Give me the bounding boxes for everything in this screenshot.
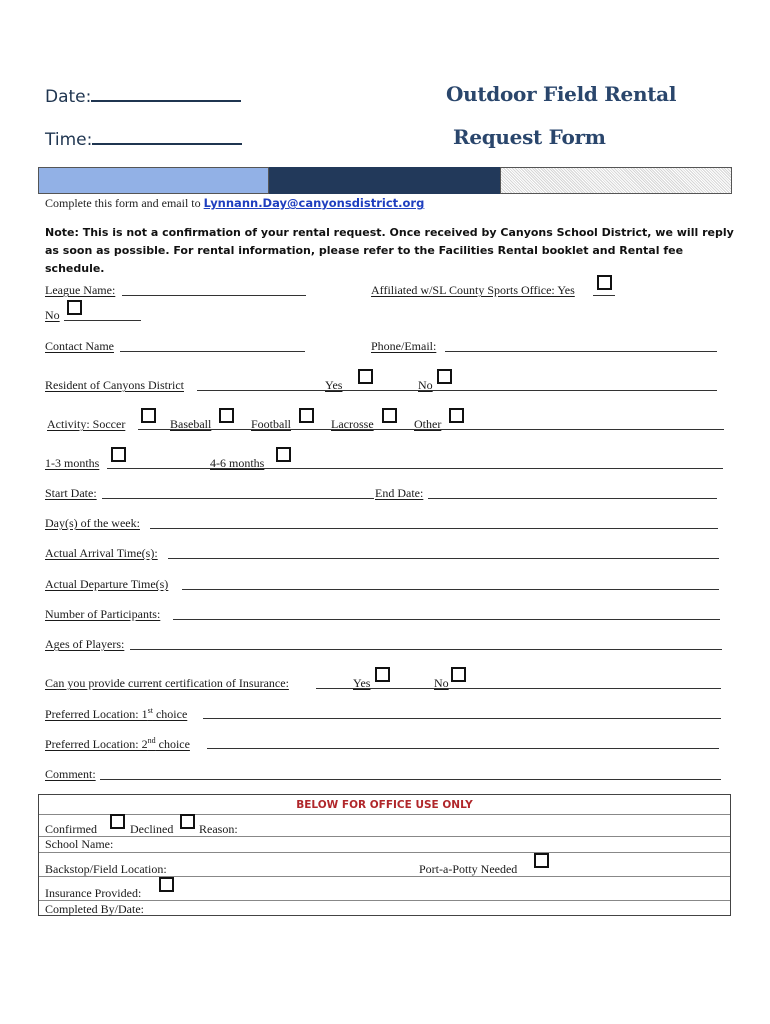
office-divider-3 — [39, 852, 730, 853]
declined-checkbox[interactable] — [180, 814, 195, 829]
participants-line[interactable] — [173, 619, 720, 620]
arrival-label: Actual Arrival Time(s): — [45, 546, 158, 560]
confirmed-checkbox[interactable] — [110, 814, 125, 829]
ages-line[interactable] — [130, 649, 722, 650]
end-date-label: End Date: — [375, 486, 424, 500]
date-label: Date: — [45, 87, 92, 107]
months-4-6-label: 4-6 months — [210, 456, 265, 470]
declined-label: Declined — [130, 822, 174, 836]
phone-email-line[interactable] — [445, 351, 717, 352]
league-name-label: League Name: — [45, 283, 116, 297]
resident-no-checkbox[interactable] — [437, 369, 452, 384]
preferred-location-1-line[interactable] — [203, 718, 721, 719]
pref1-post: choice — [152, 707, 188, 721]
insurance-yes-label: Yes — [353, 676, 371, 690]
end-date-line[interactable] — [428, 498, 717, 499]
time-field[interactable] — [45, 127, 242, 150]
phone-email-label: Phone/Email: — [371, 339, 437, 353]
office-use-title: BELOW FOR OFFICE USE ONLY — [296, 799, 473, 811]
office-use-box — [38, 794, 731, 916]
time-line — [92, 127, 242, 145]
insurance-label: Can you provide current certification of Insurance: — [45, 676, 289, 690]
baseball-checkbox[interactable] — [219, 408, 234, 423]
affiliated-no-label: No — [45, 308, 60, 322]
form-title-line2: Request Form — [453, 125, 606, 149]
insurance-provided-checkbox[interactable] — [159, 877, 174, 892]
contact-name-label: Contact Name — [45, 339, 114, 353]
date-field[interactable] — [45, 84, 241, 107]
office-divider-1 — [39, 814, 730, 815]
completed-by-label: Completed By/Date: — [45, 902, 144, 916]
start-date-line[interactable] — [102, 498, 374, 499]
football-checkbox[interactable] — [299, 408, 314, 423]
pref1-pre: Preferred Location: 1 — [45, 707, 148, 721]
pref2-sup: nd — [147, 736, 156, 745]
color-bar-dark — [269, 167, 500, 194]
comment-label: Comment: — [45, 767, 96, 781]
start-date-label: Start Date: — [45, 486, 97, 500]
affiliated-label: Affiliated w/SL County Sports Office: Yes — [371, 283, 575, 297]
other-checkbox[interactable] — [449, 408, 464, 423]
date-line — [91, 84, 241, 102]
other-label: Other — [414, 417, 442, 431]
resident-yes-checkbox[interactable] — [358, 369, 373, 384]
comment-line[interactable] — [100, 779, 721, 780]
contact-name-line[interactable] — [120, 351, 305, 352]
preferred-location-1-label — [45, 706, 187, 722]
port-a-potty-label: Port-a-Potty Needed — [419, 862, 518, 876]
backstop-label: Backstop/Field Location: — [45, 862, 167, 876]
insurance-no-checkbox[interactable] — [451, 667, 466, 682]
reason-label: Reason: — [199, 822, 238, 836]
note-paragraph: Note: This is not a confirmation of your rental request. Once received by Canyons School District, we will reply as soon as possible. For rental information, please refer to the Facilities Rental booklet and Rental fee schedule. — [45, 226, 734, 275]
resident-label: Resident of Canyons District — [45, 378, 184, 392]
office-divider-4 — [39, 876, 730, 877]
color-bar-pattern — [500, 167, 732, 194]
departure-label: Actual Departure Time(s) — [45, 577, 169, 591]
days-of-week-line[interactable] — [150, 528, 718, 529]
months-line — [107, 468, 723, 469]
school-name-label: School Name: — [45, 837, 114, 851]
preferred-location-2-label — [45, 736, 190, 752]
color-bar-light — [38, 167, 269, 194]
intro-line — [45, 196, 424, 211]
months-1-3-label: 1-3 months — [45, 456, 100, 470]
resident-yes-label: Yes — [325, 378, 343, 392]
lacrosse-label: Lacrosse — [331, 417, 374, 431]
days-of-week-label: Day(s) of the week: — [45, 516, 140, 530]
lacrosse-checkbox[interactable] — [382, 408, 397, 423]
affiliated-no-line — [64, 320, 141, 321]
months-1-3-checkbox[interactable] — [111, 447, 126, 462]
port-a-potty-checkbox[interactable] — [534, 853, 549, 868]
pref2-post: choice — [155, 737, 190, 751]
insurance-provided-label: Insurance Provided: — [45, 886, 142, 900]
insurance-yes-checkbox[interactable] — [375, 667, 390, 682]
participants-label: Number of Participants: — [45, 607, 161, 621]
form-title-line1: Outdoor Field Rental — [446, 82, 677, 106]
resident-line — [197, 390, 717, 391]
pref2-pre: Preferred Location: 2 — [45, 737, 148, 751]
months-4-6-checkbox[interactable] — [276, 447, 291, 462]
ages-label: Ages of Players: — [45, 637, 125, 651]
baseball-label: Baseball — [170, 417, 212, 431]
office-divider-5 — [39, 900, 730, 901]
affiliated-line — [593, 295, 615, 296]
insurance-line — [316, 688, 721, 689]
email-link[interactable]: Lynnann.Day@canyonsdistrict.org — [203, 196, 425, 210]
affiliated-yes-checkbox[interactable] — [597, 275, 612, 290]
arrival-line[interactable] — [168, 558, 719, 559]
time-label: Time: — [45, 130, 93, 150]
office-divider-2 — [39, 836, 730, 837]
insurance-no-label: No — [434, 676, 449, 690]
preferred-location-2-line[interactable] — [207, 748, 719, 749]
confirmed-label: Confirmed — [45, 822, 97, 836]
affiliated-no-checkbox[interactable] — [67, 300, 82, 315]
pref1-sup: st — [147, 706, 153, 715]
resident-no-label: No — [418, 378, 433, 392]
football-label: Football — [251, 417, 292, 431]
intro-text: Complete this form and email to — [45, 196, 204, 210]
league-name-line[interactable] — [122, 295, 306, 296]
soccer-checkbox[interactable] — [141, 408, 156, 423]
departure-line[interactable] — [182, 589, 719, 590]
activity-label: Activity: Soccer — [47, 417, 126, 431]
